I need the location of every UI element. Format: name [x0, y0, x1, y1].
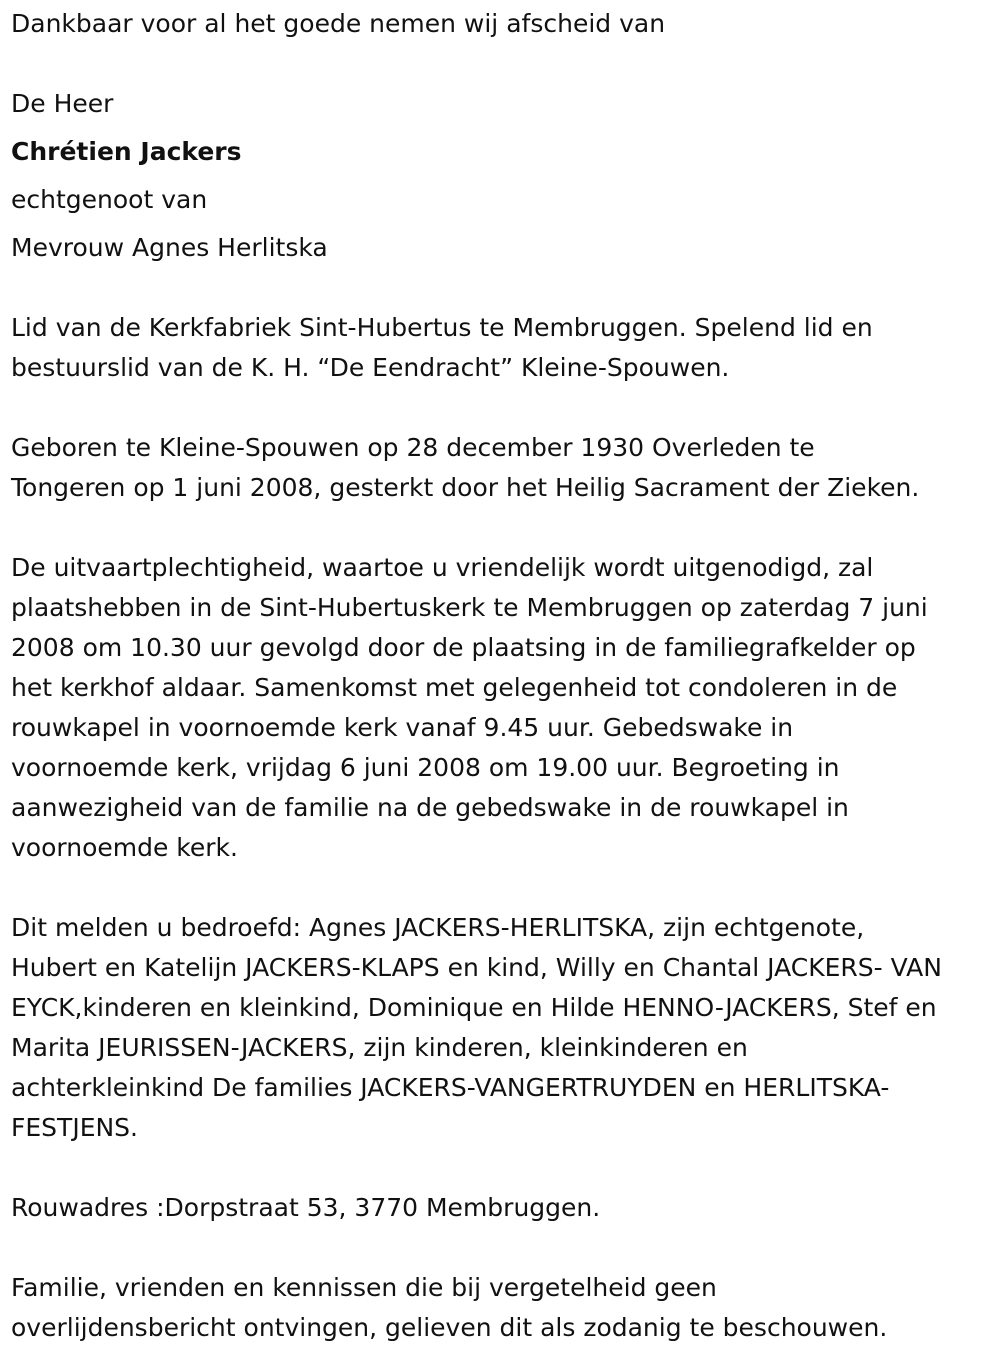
intro-line: Dankbaar voor al het goede nemen wij afscheid van: [11, 9, 666, 38]
closing-paragraph: [11, 1268, 991, 1348]
paragraph-line: plaatshebben in de Sint-Hubertuskerk te Membruggen op zaterdag 7 juni: [11, 593, 928, 622]
mourning-address: Rouwadres :Dorpstraat 53, 3770 Membruggen.: [11, 1193, 601, 1222]
paragraph-line: 2008 om 10.30 uur gevolgd door de plaatsing in de familiegrafkelder op: [11, 633, 916, 662]
paragraph-line: Lid van de Kerkfabriek Sint-Hubertus te Membruggen. Spelend lid en: [11, 313, 873, 342]
paragraph-line: EYCK,kinderen en kleinkind, Dominique en Hilde HENNO-JACKERS, Stef en: [11, 993, 937, 1022]
family-paragraph: [11, 908, 991, 1148]
paragraph-line: Dit melden u bedroefd: Agnes JACKERS-HERLITSKA, zijn echtgenote,: [11, 913, 865, 942]
paragraph-line: aanwezigheid van de familie na de gebedswake in de rouwkapel in: [11, 793, 849, 822]
paragraph-line: Hubert en Katelijn JACKERS-KLAPS en kind, Willy en Chantal JACKERS- VAN: [11, 953, 942, 982]
relation-line: echtgenoot van: [11, 185, 208, 214]
paragraph-line: FESTJENS.: [11, 1113, 139, 1142]
membership-paragraph: [11, 308, 991, 388]
paragraph-line: voornoemde kerk.: [11, 833, 238, 862]
paragraph-line: Geboren te Kleine-Spouwen op 28 december 1930 Overleden te: [11, 433, 815, 462]
honorific-title: De Heer: [11, 89, 114, 118]
spouse-name: Mevrouw Agnes Herlitska: [11, 233, 328, 262]
ceremony-paragraph: [11, 548, 991, 868]
paragraph-line: De uitvaartplechtigheid, waartoe u vriendelijk wordt uitgenodigd, zal: [11, 553, 874, 582]
birth-death-paragraph: [11, 428, 991, 508]
paragraph-line: voornoemde kerk, vrijdag 6 juni 2008 om 19.00 uur. Begroeting in: [11, 753, 840, 782]
paragraph-line: bestuurslid van de K. H. “De Eendracht” Kleine-Spouwen.: [11, 353, 730, 382]
paragraph-line: het kerkhof aldaar. Samenkomst met gelegenheid tot condoleren in de: [11, 673, 898, 702]
paragraph-line: Familie, vrienden en kennissen die bij vergetelheid geen: [11, 1273, 717, 1302]
paragraph-line: overlijdensbericht ontvingen, gelieven dit als zodanig te beschouwen.: [11, 1313, 888, 1342]
paragraph-line: Tongeren op 1 juni 2008, gesterkt door het Heilig Sacrament der Zieken.: [11, 473, 920, 502]
paragraph-line: rouwkapel in voornoemde kerk vanaf 9.45 uur. Gebedswake in: [11, 713, 794, 742]
death-notice-document: [11, 4, 991, 1348]
deceased-name: Chrétien Jackers: [11, 137, 242, 166]
paragraph-line: achterkleinkind De families JACKERS-VANGERTRUYDEN en HERLITSKA-: [11, 1073, 890, 1102]
paragraph-line: Marita JEURISSEN-JACKERS, zijn kinderen, kleinkinderen en: [11, 1033, 748, 1062]
